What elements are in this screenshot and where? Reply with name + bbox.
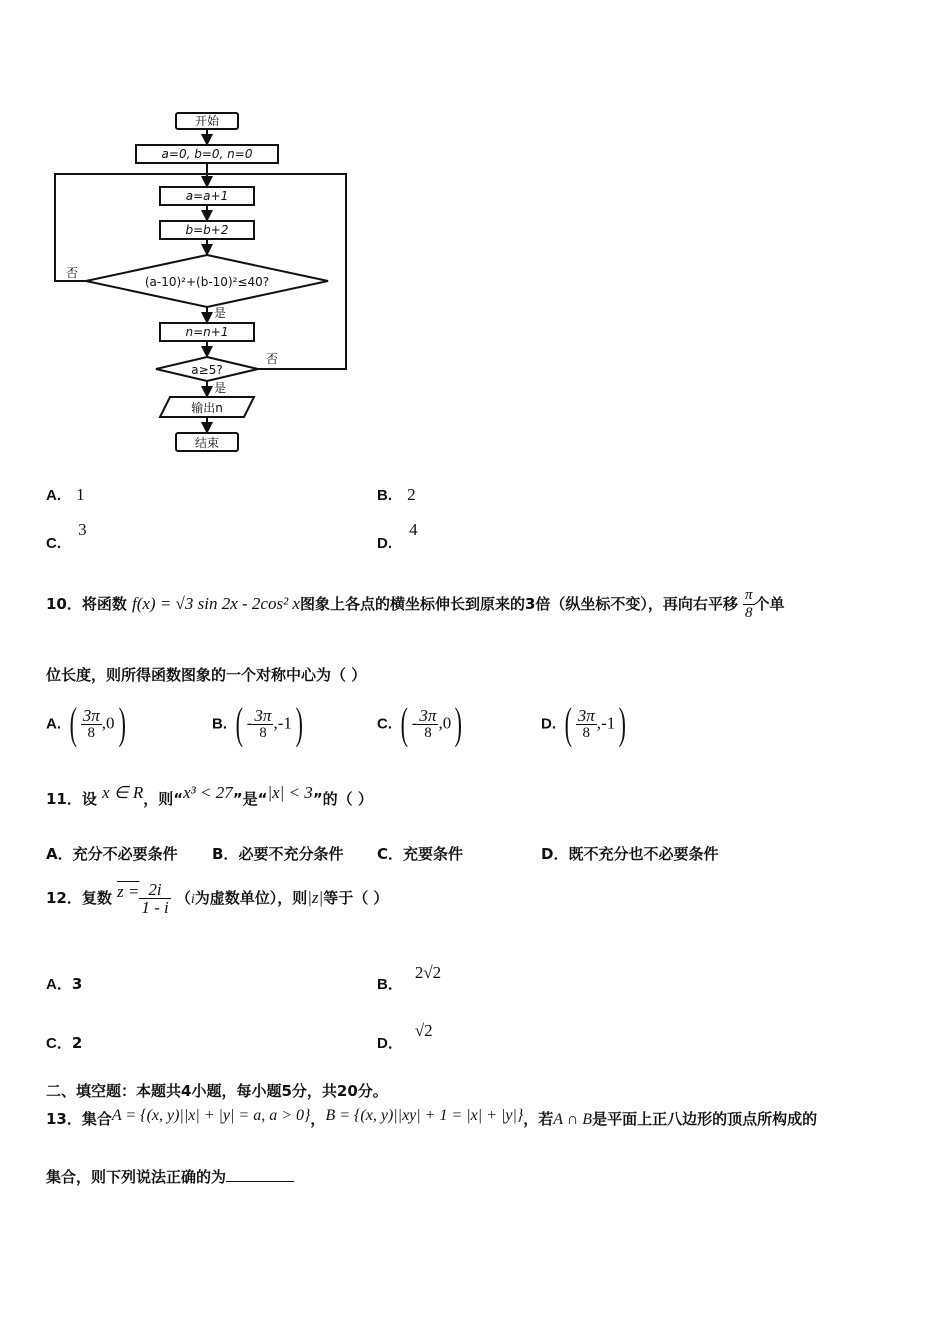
q11-line: 11．设 x ∈ R，则“x³ < 27”是“|x| < 3”的（ ） [46, 783, 373, 808]
q11-option-a: A．充分不必要条件 [46, 845, 178, 863]
flow-yes2-text: 是 [213, 381, 227, 395]
flow-yes1-text: 是 [213, 306, 227, 320]
q12-option-d: D．√2 [377, 1021, 433, 1052]
flowchart [50, 105, 350, 460]
q9-option-b: B. 2 [377, 485, 416, 504]
q12-number: 12． [46, 889, 82, 907]
q12-fraction: $\frac{2i}{1 - i}$ [141, 880, 169, 917]
q9-option-a: A. 1 [46, 485, 85, 504]
q10-line2: 位长度，则所得函数图象的一个对称中心为（ ） [46, 666, 367, 684]
flow-no2-text: 否 [265, 352, 279, 366]
q10-function: f(x) = √3 sin 2x - 2cos² x [131, 594, 300, 613]
flow-end-text: 结束 [194, 436, 220, 450]
flow-output-text: 输出n [191, 401, 223, 415]
flow-step-n-text: n=n+1 [185, 325, 229, 339]
q12-option-a: A．3 [46, 975, 83, 993]
flow-start-text: 开始 [194, 114, 220, 128]
q11-option-d: D．既不充分也不必要条件 [541, 845, 719, 863]
q12-option-b: B．2√2 [377, 963, 442, 993]
q11-option-c: C．充要条件 [377, 845, 464, 863]
q9-option-c: C. 3 [46, 520, 87, 552]
q10-line1: 10．将函数 f(x) = √3 sin 2x - 2cos² x图象上各点的横坐标伸长到原来的3倍（纵坐标不变），再向右平移 $\frac{\pi}{8}$ 个单 [46, 587, 785, 621]
q13-line1: 13．集合A = {(x, y)||x| + |y| = a, a > 0}，B = {(x, y)||xy| + 1 = |x| + |y|}，若A ∩ B是平面上正八边形的顶点所构成的 [46, 1107, 818, 1128]
flow-step-a-text: a=a+1 [185, 189, 229, 203]
q10-option-a: A. ( $\frac{3\pi}{8}$ ,0) [46, 699, 126, 748]
q12-line: 12．复数 z = $\frac{2i}{1 - i}$ （i为虚数单位），则|z|等于（ ） [46, 880, 389, 917]
flow-no1-text: 否 [65, 266, 79, 280]
q11-option-b: B．必要不充分条件 [212, 845, 344, 863]
q10-shift-fraction: $\frac{\pi}{8}$ [745, 587, 753, 621]
q11-number: 11． [46, 790, 82, 808]
flow-init-text: a=0, b=0, n=0 [161, 147, 253, 161]
q10-option-b: B. ( - $\frac{3\pi}{8}$ ,-1) [212, 699, 303, 748]
q12-option-c: C．2 [46, 1034, 83, 1052]
q10-option-d: D. ( $\frac{3\pi}{8}$ ,-1) [541, 699, 627, 748]
flow-step-b-text: b=b+2 [185, 223, 229, 237]
flow-condition1-text: (a-10)²+(b-10)²≤40? [144, 275, 270, 289]
flow-condition2-text: a≥5? [191, 363, 223, 377]
q9-option-d: D. 4 [377, 520, 418, 552]
q13-number: 13． [46, 1110, 82, 1128]
q10-number: 10． [46, 595, 82, 613]
q13-answer-blank[interactable] [226, 1167, 294, 1182]
section2-title: 二、填空题：本题共4小题，每小题5分，共20分。 [46, 1082, 388, 1100]
q10-option-c: C. ( - $\frac{3\pi}{8}$ ,0) [377, 699, 463, 748]
q13-line2: 集合，则下列说法正确的为 [46, 1166, 294, 1187]
